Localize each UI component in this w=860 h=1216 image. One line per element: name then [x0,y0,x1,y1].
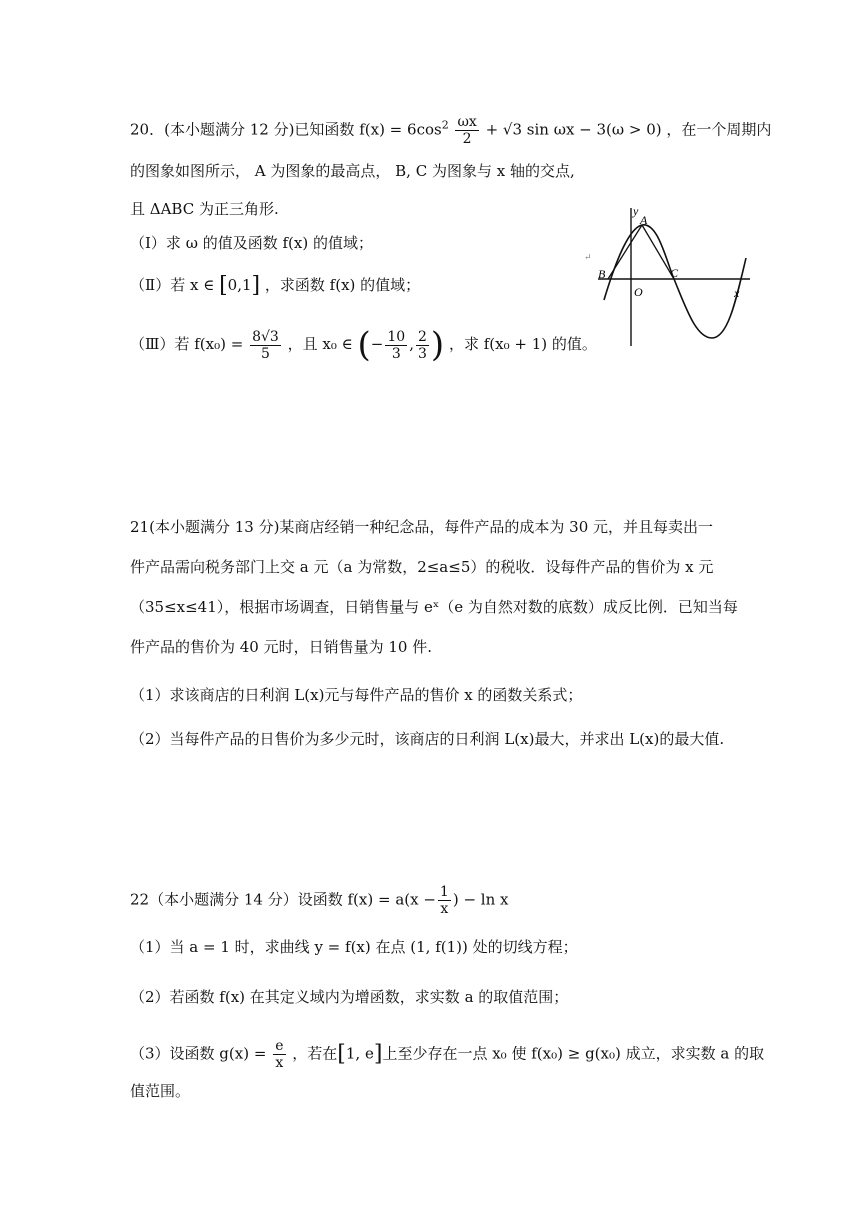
p20-q3-b-den: 3 [417,345,427,362]
p20-q3-pre: （Ⅲ）若 f(x₀) = [130,335,244,353]
p22-q3-num: e [275,1038,284,1054]
p20-omega-den: 2 [462,131,472,147]
p20-formula-tail: + √3 sin ωx − 3(ω > 0) [485,120,662,139]
p22-q3-pre: （3）设函数 g(x) = [130,1044,267,1063]
p20-q3-a-num: 10 [387,328,406,345]
p20-after-formula: ，在一个周期内 [666,120,772,139]
p22-q3-den: x [275,1055,284,1071]
p20-q1: （Ⅰ）求 ω 的值及函数 f(x) 的值域； [130,234,373,252]
p22-f-lead: f(x) = a(x − [347,890,436,909]
p20-q3-minus: − [370,335,384,353]
point-b-label: B [598,267,606,281]
p20-q3-post: ，求 f(x₀ + 1) 的值。 [448,335,597,353]
p20-q3-b-fraction [416,329,429,362]
p20-line2: 的图象如图所示， A 为图象的最高点， B, C 为图象与 x 轴的交点, [130,162,575,180]
p20-q3-line: （Ⅲ）若 f(x₀) = $\frac{8√3}{5}$ ，且 x₀ ∈ (− $\frac{10}{3}$ , $\frac{2}{3}$ ) ，求 f(x₀ + 1) 的值。 [130,325,597,365]
p22-q3-line: （3）设函数 g(x) = $\frac{e}{x}$ ，若在[1, e]上至少存在一点 x₀ 使 f(x₀) ≥ g(x₀) 成立，求实数 a 的取 [130,1038,765,1071]
triangle-side-ba [608,225,642,279]
p20-q3-a-den: 3 [391,345,401,362]
p20-line3: 且 ΔABC 为正三角形. [130,200,279,218]
p21-line2: 件产品需向税务部门上交 a 元（a 为常数，2≤a≤5）的税收．设每件产品的售价为 x 元 [130,558,714,576]
point-c-label: C [670,266,679,280]
p20-intro: 20．(本小题满分 12 分)已知函数 [130,120,355,139]
p20-q3-num: 8√3 [252,328,279,345]
origin-label: O [634,285,643,299]
x-label: x [734,286,740,300]
p20-q3-b-num: 2 [417,328,427,345]
p21-line4: 件产品的售价为 40 元时，日销售量为 10 件. [130,638,433,656]
p20-q3-fraction [250,329,281,362]
p20-q2-line: （Ⅱ）若 x ∈ [0,1] ，求函数 f(x) 的值域； [130,273,421,298]
p21-line3: （35≤x≤41），根据市场调查，日销售量与 eˣ（e 为自然对数的底数）成反比例．已知当每 [130,598,738,616]
p20-intro-line: 20．(本小题满分 12 分)已知函数 $f(x) = 6\cos^2$ $\frac{\omega x}{2}$ + √3 sin ωx − 3(ω > 0) ，在一个周期内 [130,114,772,147]
p21-q1: （1）求该商店的日利润 L(x)元与每件产品的售价 x 的函数关系式； [130,686,583,704]
p22-q3-post: 上至少存在一点 x₀ 使 f(x₀) ≥ g(x₀) 成立，求实数 a 的取 [382,1044,765,1063]
p22-f-tail: ) − ln x [452,890,509,909]
p22-f-fraction [438,884,451,917]
p20-q2-interval: 0,1 [227,276,252,294]
p21-line1: 21(本小题满分 13 分)某商店经销一种纪念品，每件产品的成本为 30 元，并且每卖出一 [130,518,714,536]
p20-q3-den: 5 [261,345,270,362]
p20-omega-fraction [455,114,478,147]
p22-q3-interval: 1, e [345,1044,374,1063]
p20-formula-lead: f(x) = 6cos [359,120,442,139]
p22-f-num: 1 [439,884,449,900]
p22-f-den: x [440,901,449,917]
p22-q1: （1）当 a = 1 时，求曲线 y = f(x) 在点 (1, f(1)) 处的切线方程； [130,938,578,956]
p20-q3-a-fraction [385,329,407,362]
p20-q3-mid: ，且 x₀ ∈ [287,335,353,353]
p22-q3-fraction [273,1038,285,1071]
sine-curve [604,225,746,338]
y-label: y [633,204,639,218]
p20-q2-pre: （Ⅱ）若 x ∈ [130,276,215,294]
p21-q2: （2）当每件产品的日售价为多少元时，该商店的日利润 L(x)最大，并求出 L(x)的最大值. [130,730,725,748]
p20-omega-num: ωx [457,114,477,130]
p22-intro: 22（本小题满分 14 分）设函数 [130,890,343,909]
p20-q2-post: ，求函数 f(x) 的值域； [264,276,421,294]
point-a-label: A [640,213,648,227]
p22-intro-line [130,884,509,917]
p22-q2: （2）若函数 f(x) 在其定义域内为增函数，求实数 a 的取值范围； [130,988,569,1006]
p22-q3-mid: ，若在 [292,1044,338,1063]
p22-q3-line2: 值范围。 [130,1082,191,1100]
paragraph-mark: ↵ [584,253,592,263]
sine-graph [584,200,756,350]
